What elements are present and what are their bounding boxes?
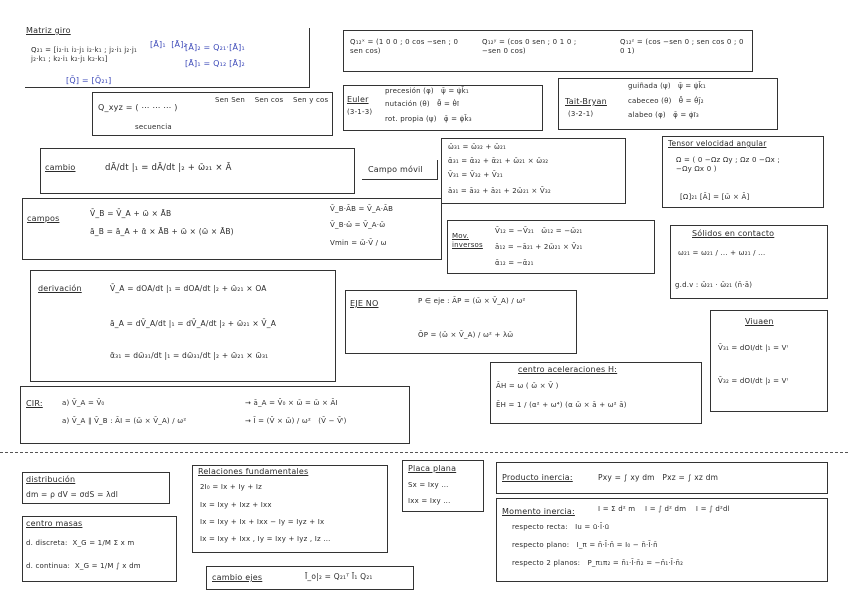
cir-label: CIR: — [26, 399, 43, 408]
tensor-matrix: Ω = ( 0 −Ωz Ωy ; Ωz 0 −Ωx ; −Ωy Ωx 0 ) — [676, 156, 780, 174]
centro-masas-line-2: d. continua: X_G = 1/M ∫ x dm — [26, 562, 141, 570]
campos-right-2: V̄_B·ω̄ = V̄_A·ω̄ — [330, 221, 386, 229]
section-divider — [0, 452, 848, 453]
cir-a-line-1: a) V̄_A = V̄₀ — [62, 399, 105, 407]
euler-sub: (3-1-3) — [347, 108, 373, 116]
solidos-line-2: g.d.v : ω̄₂₁ · ω̄₂₁ (n̄·ā) — [675, 281, 753, 289]
campos-label: campos — [27, 214, 60, 223]
centro-masas-title: centro masas — [26, 519, 83, 528]
derivacion-label: derivación — [38, 284, 82, 293]
cambio-ejes-label: cambio ejes — [212, 573, 263, 582]
euler-line-3: rot. propia (ψ) φ̄ = φ̇k̄₃ — [385, 115, 472, 123]
matriz-giro-extra: [Ā]₁ = Q₁₂ [Ā]₂ — [185, 59, 245, 68]
campos-right-3: Vmin = ω̄·V̄ / ω — [330, 239, 387, 247]
relaciones-line-3: Ix = Ixy + Ix + Ixx − Iy = Iyz + Ix — [200, 518, 325, 526]
qxyz-sequence: secuencia — [135, 123, 172, 131]
rotacion-x: Q₁₂ˣ = (1 0 0 ; 0 cos −sen ; 0 sen cos) — [350, 38, 459, 56]
ecuaciones-campo-line-1: ω̄₃₁ = ω̄₃₂ + ω̄₂₁ — [448, 143, 507, 151]
euler-line-2: nutación (θ) θ̄ = θ̇ī — [385, 100, 460, 108]
centro-masas-line-1: d. discreta: X_G = 1/M Σ x m — [26, 539, 135, 547]
tait-bryan-line-2: cabeceo (θ) θ̄ = θ̇j̄₂ — [628, 97, 704, 105]
mov-inversos-line-3: ᾱ₁₂ = −ᾱ₂₁ — [495, 259, 534, 267]
producto-inercia-label: Producto inercia: — [502, 473, 573, 482]
momento-inercia-line-2: respecto recta: Iu = ū·Ī·ū — [512, 523, 610, 531]
ecuaciones-campo-line-4: ā₃₁ = ā₃₂ + ā₂₁ + 2ω̄₂₁ × V̄₃₂ — [448, 187, 551, 195]
viuaen-label: Viuaen — [745, 317, 774, 326]
cambio-ejes-formula: Ī_o|₂ = Q₂₁ᵀ Ī₁ Q₂₁ — [305, 572, 373, 581]
producto-inercia-formula: Pxy = ∫ xy dm Pxz = ∫ xz dm — [598, 473, 719, 482]
solidos-title: Sólidos en contacto — [692, 229, 775, 238]
placa-plana-line-2: Ixx = Ixy ... — [408, 497, 451, 505]
centro-aceleraciones-line-2: ĒH = 1 / (α² + ω⁴) (α ω̄ × ā + ω² ā) — [496, 401, 627, 409]
centro-aceleraciones-title: centro aceleraciones H: — [518, 365, 618, 374]
tensor-title: Tensor velocidad angular — [668, 139, 767, 148]
qxyz-row: Sen Sen Sen cos Sen y cos — [215, 96, 329, 104]
campos-line-1: V̄_B = V̄_A + ω̄ × ĀB — [90, 209, 172, 218]
campos-line-2: ā_B = ā_A + ᾱ × ĀB + ω̄ × (ω̄ × ĀB) — [90, 227, 234, 236]
matriz-giro-formula: Q₂₁ = [i₂·i₁ i₂·j₁ i₂·k₁ ; j₂·i₁ j₂·j₁ j₂·k₁ ; k₂·i₁ k₂·j₁ k₂·k₁] — [31, 46, 137, 64]
campos-right-1: V̄_B·ĀB = V̄_A·ĀB — [330, 205, 394, 213]
cir-box — [20, 386, 410, 444]
placa-plana-title: Placa plana — [408, 464, 457, 473]
momento-inercia-line-4: respecto 2 planos: P_π₁π₂ = n̄₁·Ī·n̄₂ = −n̄₁·Ī·n̄₂ — [512, 559, 684, 567]
cambio-formula: dĀ/dt |₁ = dĀ/dt |₂ + ω̄₂₁ × Ā — [105, 163, 232, 173]
cambio-label: cambio — [45, 163, 76, 172]
campo-movil-label: Campo móvil — [368, 165, 423, 174]
euler-title: Euler — [347, 95, 369, 104]
matriz-giro-note-3: [Q̄] = [Q̄₂₁] — [66, 76, 112, 85]
euler-line-1: precesión (φ) ψ̄ = ψ̇k̄₁ — [385, 87, 469, 95]
distribucion-title: distribución — [26, 475, 76, 484]
relaciones-line-4: Ix = Ixy + Ixx , Iy = Ixy + Iyz , Iz ... — [200, 535, 331, 543]
momento-inercia-label: Momento inercia: — [502, 507, 575, 516]
tait-bryan-sub: (3-2-1) — [568, 110, 594, 118]
momento-inercia-line-3: respecto plano: I_π = n̄·Ī·n̄ = I₀ − n̄·Ī·n̄ — [512, 541, 658, 549]
matriz-giro-title: Matriz giro — [26, 26, 71, 35]
distribucion-formula: dm = ρ dV = σdS = λdl — [26, 490, 119, 499]
ecuaciones-campo-line-3: V̄₃₁ = V̄₃₂ + V̄₂₁ — [448, 171, 503, 179]
relaciones-line-2: Ix = Ixy + Ixz + Ixx — [200, 501, 272, 509]
matriz-giro-note-1: [Ā]₁ [Ā]₂ — [150, 40, 187, 49]
derivacion-line-2: ā_A = dV̄_A/dt |₁ = dV̄_A/dt |₂ + ω̄₂₁ × V̄_A — [110, 319, 277, 328]
eje-line-2: ŌP = (ω̄ × V̄_A) / ω² + λω̄ — [418, 331, 514, 339]
qxyz-formula: Q_xyz = ( ⋯ ⋯ ⋯ ) — [98, 103, 178, 112]
ecuaciones-campo-line-2: ᾱ₃₁ = ᾱ₃₂ + ᾱ₂₁ + ω̄₂₁ × ω̄₃₂ — [448, 157, 549, 165]
tait-bryan-line-3: alabeo (φ) φ̄ = φ̇ī₃ — [628, 111, 699, 119]
viuaen-line-2: V̄₃₂ = dOI/dt |₂ = Vᴵ — [718, 377, 789, 385]
tensor-result: [Ω]₂₁ [Ā] = [ω̄ × Ā] — [680, 193, 750, 201]
eje-label: EJE NO — [350, 299, 379, 308]
tait-bryan-line-1: guiñada (ψ) ψ̄ = ψ̇k̄₁ — [628, 82, 706, 90]
rotacion-y: Q₁₂ʸ = (cos 0 sen ; 0 1 0 ; −sen 0 cos) — [482, 38, 577, 56]
viuaen-line-1: V̄₃₁ = dOI/dt |₁ = Vᴵ — [718, 344, 789, 352]
matriz-giro-note-2: [Ā]₂ = Q₂₁·[Ā]₁ — [185, 43, 245, 52]
mov-inversos-title: Mov. inversos — [452, 232, 483, 250]
solidos-formula: ω₂₁ = ω₂₁ / ... + ω₂₁ / ... — [678, 249, 766, 257]
placa-plana-line-1: Sx = Ixy ... — [408, 481, 449, 489]
centro-aceleraciones-line-1: ĀH = ω ( ω̄ × V̄ ) — [496, 382, 559, 390]
rotacion-z: Q₁₂ᶻ = (cos −sen 0 ; sen cos 0 ; 0 0 1) — [620, 38, 744, 56]
mov-inversos-line-1: V̄₁₂ = −V̄₂₁ ω̄₁₂ = −ω̄₂₁ — [495, 227, 583, 235]
eje-line-1: P ∈ eje : ĀP = (ω̄ × V̄_A) / ω² — [418, 297, 526, 305]
momento-inercia-line-1: I = Σ d² m I = ∫ d² dm I = ∫ d²dl — [598, 505, 730, 513]
derivacion-line-1: V̄_A = dOA/dt |₁ = dOA/dt |₂ + ω̄₂₁ × OA — [110, 284, 267, 293]
derivacion-line-3: ᾱ₃₁ = dω̄₃₁/dt |₁ = dω̄₃₁/dt |₂ + ω̄₂₁ × ω̄₃₁ — [110, 351, 269, 360]
relaciones-title: Relaciones fundamentales — [198, 467, 309, 476]
cir-b-line-2: → Ī = (V̄ × ω̄) / ω² (V̄ − V̄ᴵ) — [245, 417, 347, 425]
cir-b-line-1: → ā_A = V̄₀ × ω̄ = ω̄ × ĀI — [245, 399, 338, 407]
cir-a-line-2: a) V̄_A ∥ V̄_B : ĀI = (ω̄ × V̄_A) / ω² — [62, 417, 187, 425]
relaciones-line-1: 2I₀ = Ix + Iy + Iz — [200, 483, 263, 491]
mov-inversos-line-2: ā₁₂ = −ā₂₁ + 2ω̄₂₁ × V̄₂₁ — [495, 243, 583, 251]
tait-bryan-title: Tait-Bryan — [565, 97, 607, 106]
